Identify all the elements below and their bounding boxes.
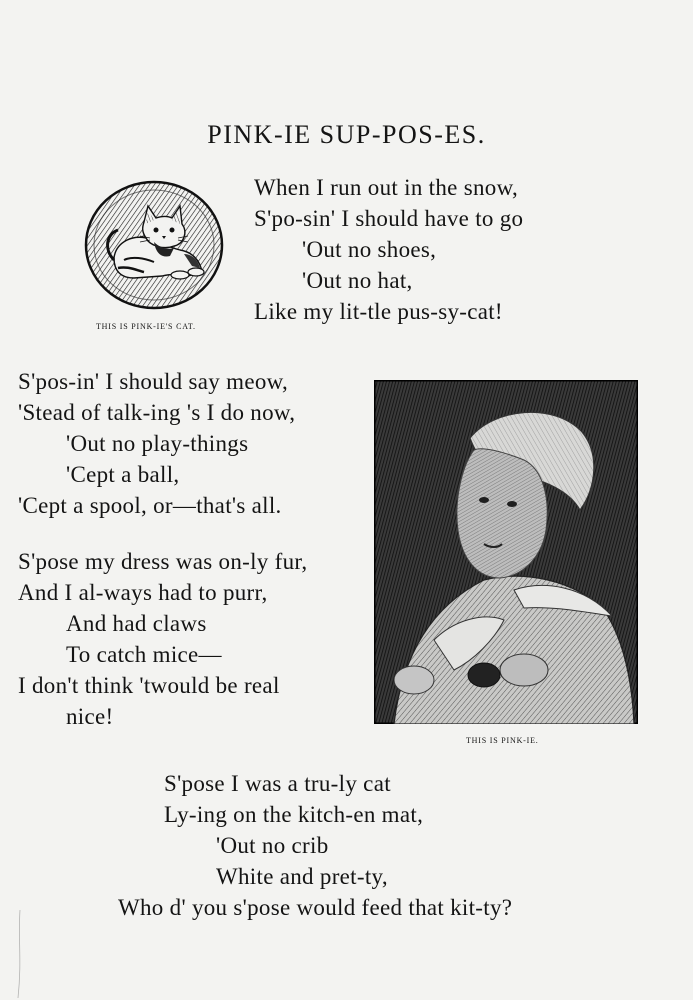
- stanza-4: [118, 768, 512, 923]
- poem-line: And had claws: [66, 611, 207, 636]
- poem-line: 'Stead of talk-ing 's I do now,: [18, 400, 296, 425]
- poem-line: 'Out no play-things: [66, 431, 249, 456]
- poem-line: 'Out no crib: [216, 833, 329, 858]
- poem-line: 'Cept a ball,: [66, 462, 180, 487]
- poem-title: PINK-IE SUP-POS-ES.: [207, 120, 486, 149]
- poem-line: When I run out in the snow,: [254, 175, 519, 200]
- pinkie-caption: THIS IS PINK-IE.: [466, 736, 539, 745]
- poem-line: 'Out no shoes,: [302, 237, 437, 262]
- poem-line: S'po-sin' I should have to go: [254, 206, 524, 231]
- poem-line: Who d' you s'pose would feed that kit-ty?: [118, 895, 513, 920]
- stanza-2: [18, 366, 295, 521]
- cat-caption: THIS IS PINK-IE'S CAT.: [96, 322, 196, 331]
- poem-line: To catch mice—: [66, 642, 222, 667]
- poem-line: 'Cept a spool, or—that's all.: [18, 493, 282, 518]
- poem-line: nice!: [66, 704, 114, 729]
- poem-line: 'Out no hat,: [302, 268, 413, 293]
- poem-line: S'pose I was a tru-ly cat: [164, 771, 391, 796]
- pinkie-portrait-illustration: [374, 380, 638, 724]
- poem-line: Like my lit-tle pus-sy-cat!: [254, 299, 503, 324]
- page-scratch-mark: [14, 900, 34, 1000]
- poem-line: S'pose my dress was on-ly fur,: [18, 549, 308, 574]
- poem-line: White and pret-ty,: [216, 864, 388, 889]
- stanza-1: [254, 172, 523, 327]
- poem-line: And I al-ways had to purr,: [18, 580, 268, 605]
- poem-line: S'pos-in' I should say meow,: [18, 369, 289, 394]
- cat-illustration: [84, 180, 224, 310]
- poem-line: I don't think 'twould be real: [18, 673, 280, 698]
- poem-line: Ly-ing on the kitch-en mat,: [164, 802, 424, 827]
- stanza-3: [18, 546, 307, 732]
